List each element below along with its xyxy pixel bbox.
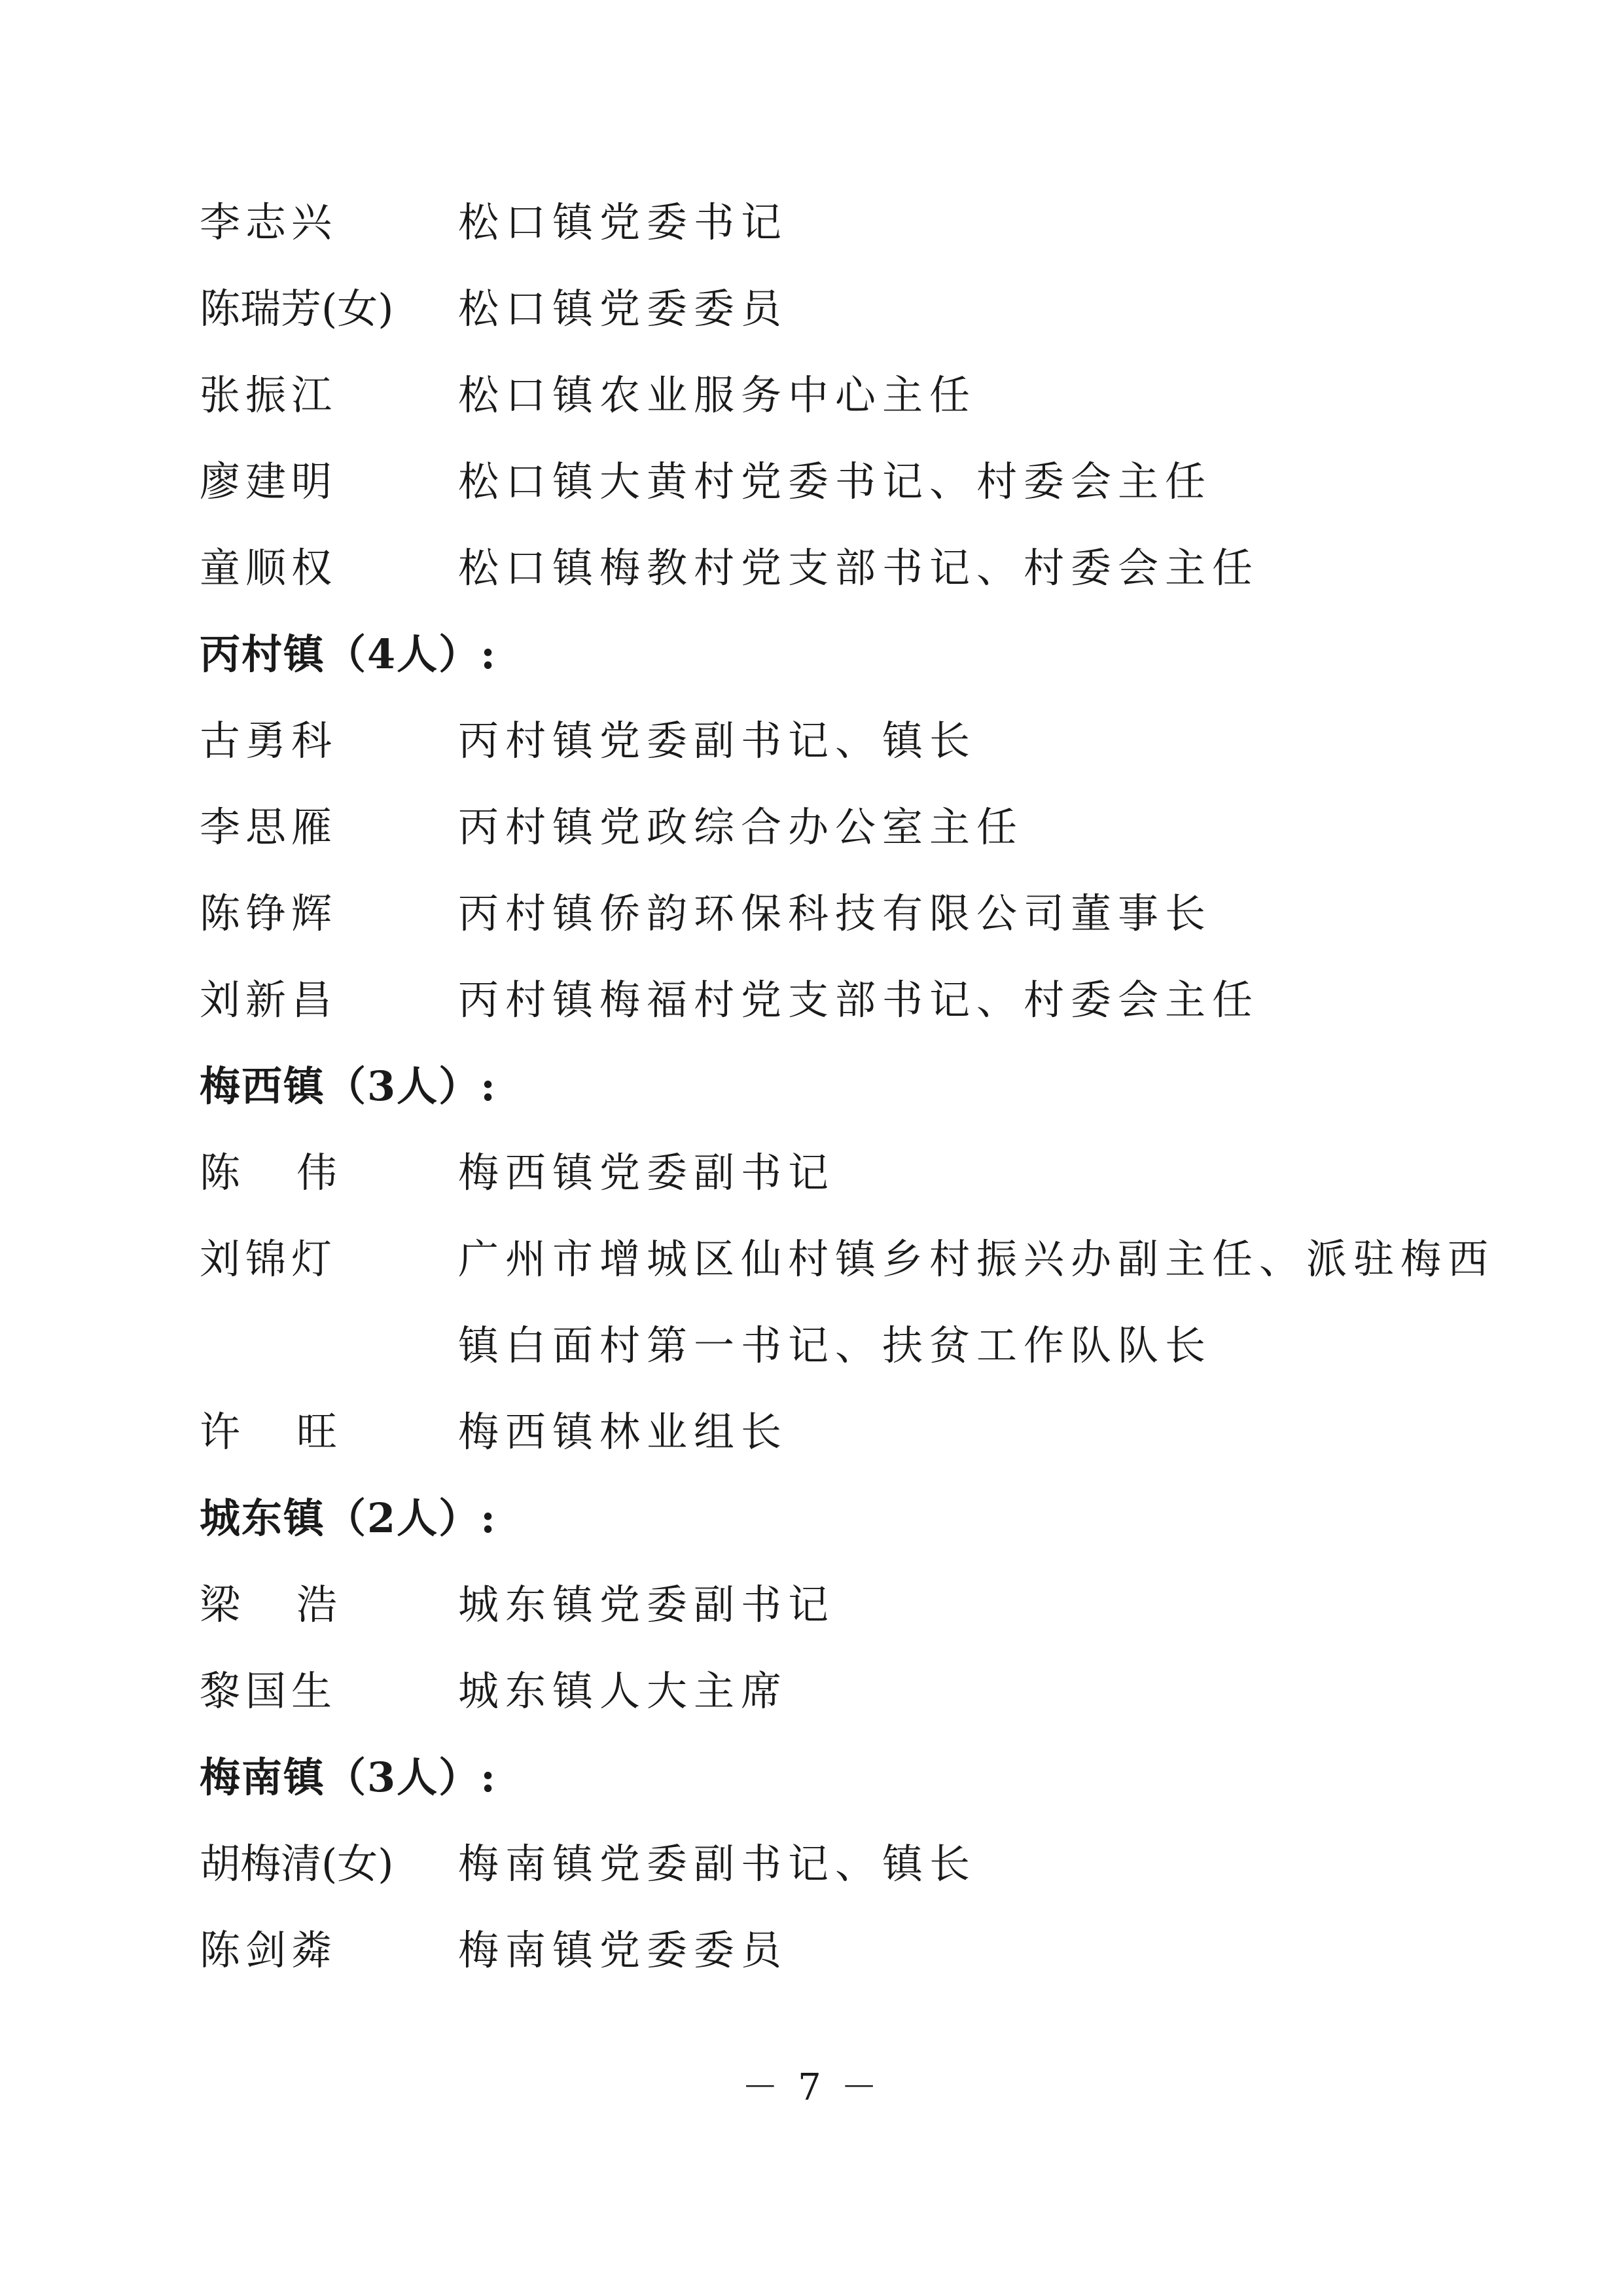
member-name-char: 许 [200,1408,241,1456]
member-name-char: 浩 [296,1581,338,1628]
member-name: 张振江 [200,371,338,419]
member-name: 李思雁 [200,803,338,851]
member-title: 松口镇大黄村党委书记、村委会主任 [458,457,1213,505]
member-name: 廖建明 [200,457,338,505]
member-name: 李志兴 [200,198,338,246]
section-heading: 丙村镇（4人）: [200,630,497,678]
member-name-char: 陈 [200,1149,241,1196]
member-title-continuation: 镇白面村第一书记、扶贫工作队队长 [458,1321,1213,1369]
section-heading: 梅南镇（3人）: [200,1753,497,1801]
member-title: 丙村镇党政综合办公室主任 [458,803,1024,851]
member-name: 胡梅清(女) [200,1840,394,1888]
member-title: 松口镇梅教村党支部书记、村委会主任 [458,544,1260,592]
section-heading: 城东镇（2人）: [200,1494,497,1542]
member-name: 童顺权 [200,544,338,592]
member-title: 丙村镇梅福村党支部书记、村委会主任 [458,976,1260,1024]
member-name: 刘锦灯 [200,1235,338,1283]
member-name-char: 梁 [200,1581,241,1628]
member-name: 黎国生 [200,1667,338,1715]
member-name: 古勇科 [200,717,338,764]
member-title: 广州市增城区仙村镇乡村振兴办副主任、派驻梅西 [458,1235,1495,1283]
page-number: － 7 － [741,2066,882,2109]
member-title: 梅南镇党委委员 [458,1926,789,1974]
member-title: 城东镇人大主席 [458,1667,789,1715]
member-title: 丙村镇党委副书记、镇长 [458,717,977,764]
member-title: 松口镇农业服务中心主任 [458,371,977,419]
member-name: 陈剑粦 [200,1926,338,1974]
member-name-char: 伟 [296,1149,338,1196]
member-name: 陈瑞芳(女) [200,285,394,332]
member-title: 梅西镇党委副书记 [458,1149,836,1196]
member-name-char: 旺 [296,1408,338,1456]
member-title: 梅西镇林业组长 [458,1408,789,1456]
member-title: 丙村镇侨韵环保科技有限公司董事长 [458,889,1213,937]
member-name: 陈铮辉 [200,889,338,937]
member-title: 松口镇党委委员 [458,285,789,332]
member-title: 城东镇党委副书记 [458,1581,836,1628]
member-title: 松口镇党委书记 [458,198,789,246]
member-title: 梅南镇党委副书记、镇长 [458,1840,977,1888]
section-heading: 梅西镇（3人）: [200,1062,497,1110]
member-name: 刘新昌 [200,976,338,1024]
